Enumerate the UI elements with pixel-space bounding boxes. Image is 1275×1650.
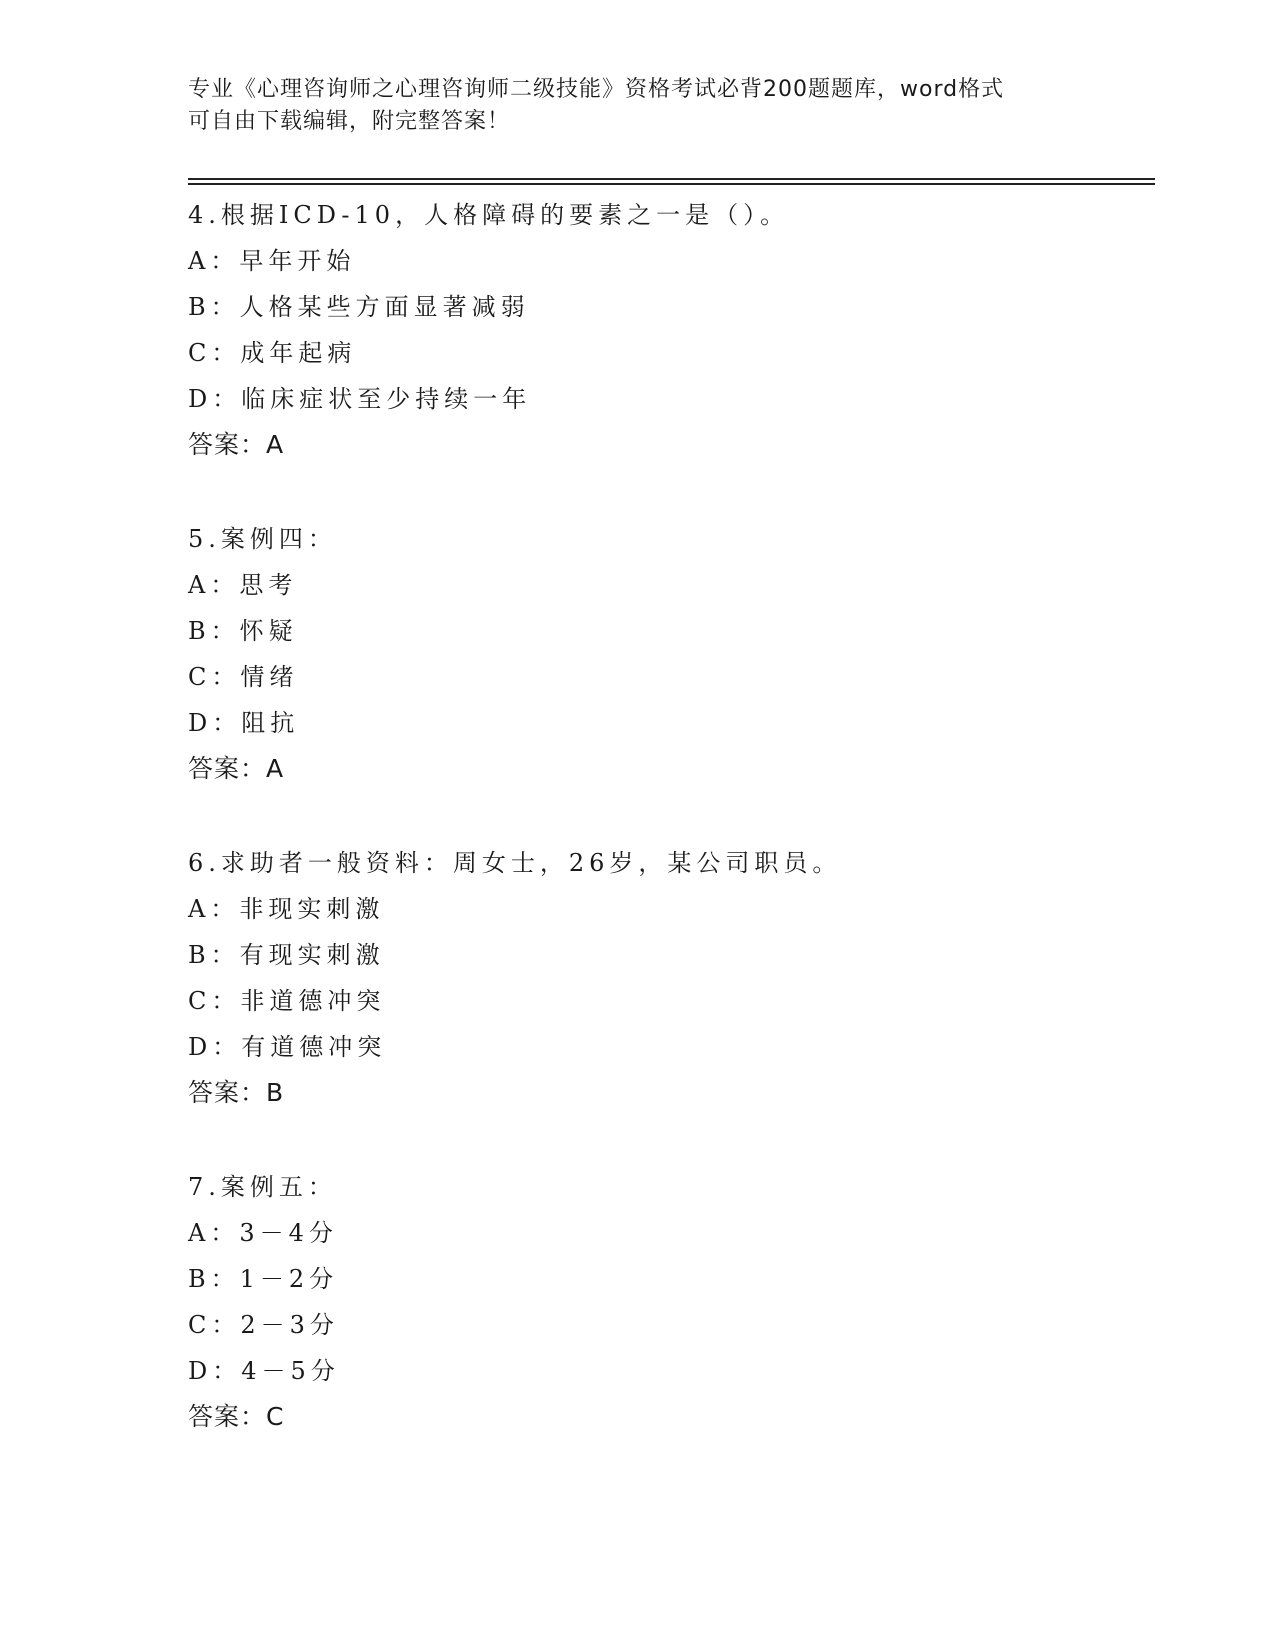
header-title-line-2: 可自由下载编辑，附完整答案！ [188, 109, 511, 134]
question-stem: 6.求助者一般资料：周女士，26岁，某公司职员。 [188, 849, 842, 877]
question-block [188, 516, 1148, 792]
option-c: C：2－3分 [188, 1311, 339, 1339]
option-b: B：怀疑 [188, 617, 298, 645]
question-stem: 4.根据ICD-10，人格障碍的要素之一是（）。 [188, 201, 790, 229]
option-c: C：成年起病 [188, 339, 357, 367]
question-block [188, 840, 1148, 1116]
option-a: A：3－4分 [188, 1219, 338, 1247]
option-b: B：1－2分 [188, 1265, 339, 1293]
option-d: D：阻抗 [188, 709, 300, 737]
header-divider-bottom [188, 183, 1155, 185]
option-d: D：临床症状至少持续一年 [188, 385, 532, 413]
answer-line: 答案：A [188, 430, 285, 459]
option-d: D：4－5分 [188, 1357, 340, 1385]
option-b: B：有现实刺激 [188, 941, 385, 969]
option-c: C：情绪 [188, 663, 299, 691]
option-c: C：非道德冲突 [188, 987, 386, 1015]
question-stem: 5.案例四： [188, 525, 337, 553]
answer-line: 答案：C [188, 1402, 285, 1431]
answer-line: 答案：B [188, 1078, 285, 1107]
question-stem: 7.案例五： [188, 1173, 337, 1201]
document-header [188, 74, 1088, 138]
question-block [188, 192, 1148, 468]
question-block [188, 1164, 1148, 1440]
option-a: A：早年开始 [188, 247, 356, 275]
option-a: A：非现实刺激 [188, 895, 385, 923]
answer-line: 答案：A [188, 754, 285, 783]
option-a: A：思考 [188, 571, 298, 599]
option-b: B：人格某些方面显著减弱 [188, 293, 530, 321]
header-divider-top [188, 178, 1155, 180]
question-list [188, 192, 1148, 1488]
header-title-line-1: 专业《心理咨询师之心理咨询师二级技能》资格考试必背200题题库，word格式 [188, 77, 1005, 102]
option-d: D：有道德冲突 [188, 1033, 387, 1061]
